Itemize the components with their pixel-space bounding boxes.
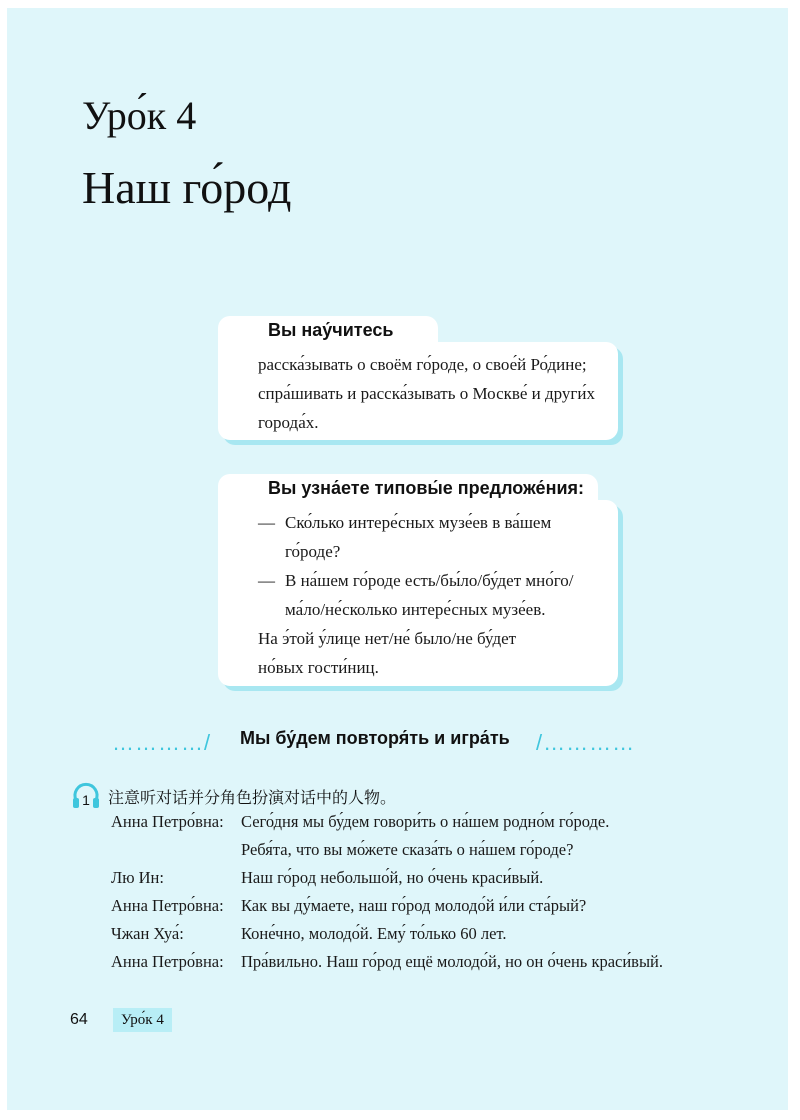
- dialog-row: [111, 948, 731, 976]
- speaker: Анна Петро́вна:: [111, 952, 224, 971]
- objectives-line: расска́зывать о своём го́роде, о свое́й Ро́дине;: [258, 355, 587, 374]
- objectives-text: [258, 350, 618, 437]
- dialog: [111, 808, 731, 976]
- pattern-line: На э́той у́лице нет/не́ было/не бу́дет: [258, 629, 517, 648]
- pattern-item: [258, 508, 618, 566]
- section-header: [112, 724, 662, 758]
- dialog-line: Как вы ду́маете, наш го́род молодо́й и́ли ста́рый?: [241, 896, 587, 915]
- objectives-line: спра́шивать и расска́зывать о Москве́ и други́х: [258, 384, 595, 403]
- dash-mark: —: [258, 571, 275, 590]
- dialog-row: [111, 892, 731, 920]
- dialog-line: Пра́вильно. Наш го́род ещё молодо́й, но он о́чень краси́вый.: [241, 952, 664, 971]
- dialog-row: [111, 836, 731, 864]
- lesson-number: Уро́к 4: [82, 93, 197, 138]
- speaker: Чжан Хуа́:: [111, 924, 184, 943]
- dialog-line: Ребя́та, что вы мо́жете сказа́ть о на́шем го́роде?: [241, 840, 574, 859]
- exercise-number: 1: [82, 792, 90, 808]
- pattern-line: но́вых гости́ниц.: [258, 658, 379, 677]
- pattern-line: Ско́лько интере́сных музе́ев в ва́шем: [285, 513, 552, 532]
- section-title: Мы бу́дем повторя́ть и игра́ть: [240, 728, 510, 748]
- dots-left: …………/: [112, 730, 212, 755]
- speaker: Анна Петро́вна:: [111, 812, 224, 831]
- patterns-text: [258, 508, 618, 682]
- footer-lesson-tag: Уро́к 4: [113, 1008, 172, 1032]
- dialog-line: Коне́чно, молодо́й. Ему́ то́лько 60 лет.: [241, 924, 507, 943]
- listening-icon: [70, 780, 102, 812]
- lesson-title: Наш го́род: [82, 162, 292, 213]
- dash-mark: —: [258, 513, 275, 532]
- pattern-item: [258, 566, 618, 624]
- patterns-heading: Вы узна́ете типовы́е предложе́ния:: [268, 478, 585, 498]
- pattern-line: ма́ло/не́сколько интере́сных музе́ев.: [285, 600, 546, 619]
- pattern-line: го́роде?: [285, 542, 341, 561]
- dialog-row: [111, 864, 731, 892]
- dots-right: /…………: [536, 730, 636, 755]
- speaker: Анна Петро́вна:: [111, 896, 224, 915]
- dialog-line: Наш го́род небольшо́й, но о́чень краси́вый.: [241, 868, 544, 887]
- pattern-line: В на́шем го́роде есть/бы́ло/бу́дет мно́го/: [285, 571, 574, 590]
- dialog-line: Сего́дня мы бу́дем говори́ть о на́шем родно́м го́роде.: [241, 812, 610, 831]
- exercise-instruction: 注意听对话并分角色扮演对话中的人物。: [108, 788, 397, 807]
- dialog-row: [111, 920, 731, 948]
- page-number: 64: [70, 1011, 88, 1028]
- objectives-heading: Вы нау́читесь: [268, 320, 394, 340]
- dialog-row: [111, 808, 731, 836]
- objectives-line: города́х.: [258, 413, 319, 432]
- speaker: Лю Ин:: [111, 868, 164, 887]
